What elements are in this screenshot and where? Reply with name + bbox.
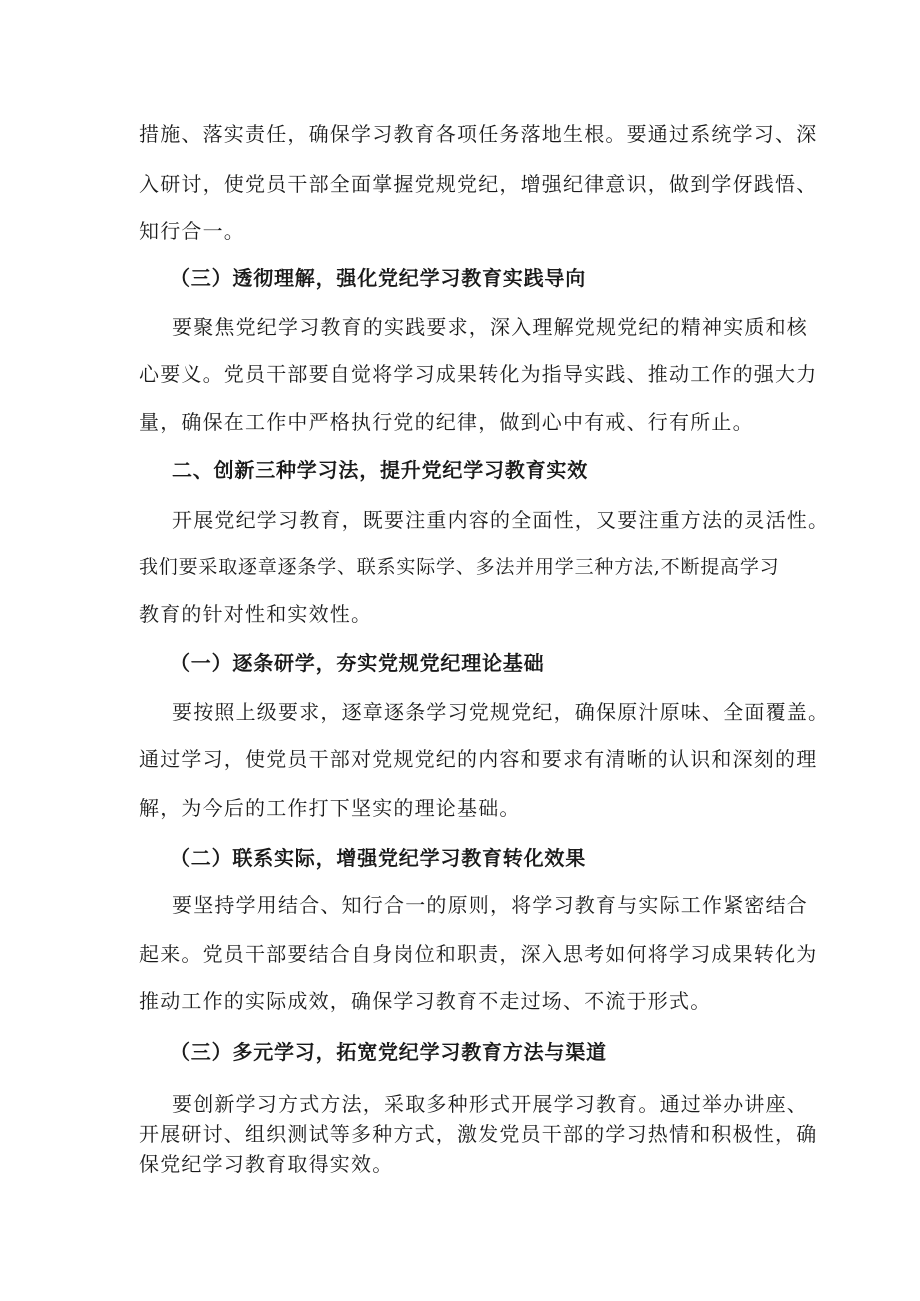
paragraph-line: 量，确保在工作中严格执行党的纪律，做到心中有戒、行有所止。 [139, 410, 754, 434]
paragraph-line: 解，为今后的工作打下坚实的理论基础。 [139, 796, 521, 820]
paragraph-line: 保党纪学习教育取得实效。 [139, 1152, 394, 1176]
paragraph-line: 要创新学习方式方法，采取多种形式开展学习教育。通过举办讲座、 [172, 1092, 808, 1116]
paragraph-line: 要按照上级要求，逐章逐条学习党规党纪，确保原汁原味、全面覆盖。 [172, 700, 830, 724]
section-heading: 二、创新三种学习法，提升党纪学习教育实效 [172, 458, 588, 482]
paragraph-line: 要聚焦党纪学习教育的实践要求，深入理解党规党纪的精神实质和核 [172, 315, 808, 339]
paragraph-line: 开展党纪学习教育，既要注重内容的全面性，又要注重方法的灵活性。 [172, 508, 830, 532]
paragraph-line: 心要义。党员干部要自觉将学习成果转化为指导实践、推动工作的强大力 [139, 362, 818, 386]
section-heading: （三）透彻理解，强化党纪学习教育实践导向 [170, 266, 586, 290]
section-heading: （二）联系实际，增强党纪学习教育转化效果 [170, 846, 586, 870]
paragraph-line: 我们要采取逐章逐条学、联系实际学、多法并用学三种方法,不断提高学习 [139, 556, 780, 578]
paragraph-line: 知行合一。 [139, 219, 245, 243]
paragraph-line: 通过学习，使党员干部对党规党纪的内容和要求有清晰的认识和深刻的理 [139, 747, 818, 771]
paragraph-line: 起来。党员干部要结合自身岗位和职责，深入思考如何将学习成果转化为 [139, 942, 818, 966]
section-heading: （一）逐条研学，夯实党规党纪理论基础 [170, 651, 545, 675]
section-heading: （三）多元学习，拓宽党纪学习教育方法与渠道 [170, 1040, 607, 1064]
paragraph-line: 推动工作的实际成效，确保学习教育不走过场、不流于形式。 [139, 989, 712, 1013]
paragraph-line: 要坚持学用结合、知行合一的原则，将学习教育与实际工作紧密结合 [172, 893, 808, 917]
paragraph-line: 措施、落实责任，确保学习教育各项任务落地生根。要通过系统学习、深 [139, 122, 818, 146]
paragraph-line: 入研讨，使党员干部全面掌握党规党纪，增强纪律意识，做到学伢践悟、 [139, 172, 818, 196]
paragraph-line: 教育的针对性和实效性。 [139, 602, 373, 626]
paragraph-line: 开展研讨、组织测试等多种方式，激发党员干部的学习热情和积极性，确 [139, 1122, 818, 1146]
